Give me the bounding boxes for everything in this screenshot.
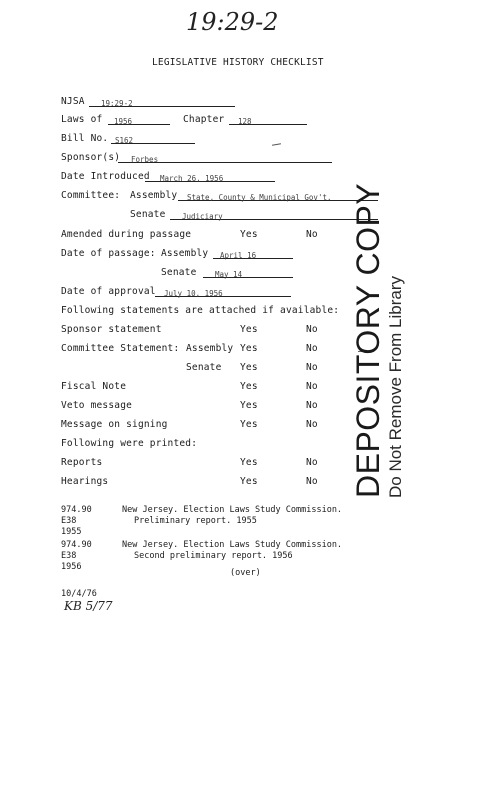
- committee-senate-label: Senate: [130, 209, 166, 220]
- fiscal-note-label: Fiscal Note: [61, 381, 127, 392]
- handwritten-statute-number: 19:29-2: [186, 8, 279, 36]
- reference-1-call-number: 974.90 E38 1955: [61, 505, 92, 537]
- reference-1-text: New Jersey. Election Laws Study Commission. Preliminary report. 1955: [122, 505, 343, 526]
- committee-assembly-label: Assembly: [130, 190, 178, 201]
- bill-no-value: S162: [115, 136, 134, 145]
- committee-statement-senate-label: Senate: [186, 362, 222, 373]
- laws-of-label: Laws of: [61, 114, 103, 125]
- committee-statement-label: Committee Statement:: [61, 343, 180, 354]
- veto-message-label: Veto message: [61, 400, 133, 411]
- committee-assembly-value: State, County & Municipal Gov't.: [187, 193, 332, 202]
- fiscal-note-yes: Yes: [240, 381, 258, 392]
- date-of-approval-label: Date of approval: [61, 286, 156, 297]
- printed-heading: Following were printed:: [61, 438, 198, 449]
- sponsor-value: Forbes: [131, 155, 159, 164]
- amended-label: Amended during passage: [61, 229, 192, 240]
- date-of-approval-value: July 10, 1956: [164, 289, 223, 298]
- committee-statement-assembly-label: Assembly: [186, 343, 234, 354]
- sponsor-statement-label: Sponsor statement: [61, 324, 162, 335]
- amended-no: No: [306, 229, 318, 240]
- footer-initials: KB 5/77: [64, 599, 113, 613]
- statements-heading: Following statements are attached if available:: [61, 305, 340, 316]
- sponsor-label: Sponsor(s): [61, 152, 121, 163]
- passage-senate-label: Senate: [161, 267, 197, 278]
- passage-senate-value: May 14: [215, 270, 243, 279]
- over-note: (over): [230, 568, 261, 578]
- message-on-signing-no: No: [306, 419, 318, 430]
- reports-label: Reports: [61, 457, 103, 468]
- date-of-passage-label: Date of passage:: [61, 248, 156, 259]
- reports-yes: Yes: [240, 457, 258, 468]
- committee-statement-assembly-no: No: [306, 343, 318, 354]
- passage-assembly-value: April 16: [220, 251, 257, 260]
- committee-senate-value: Judiciary: [182, 212, 223, 221]
- committee-statement-assembly-yes: Yes: [240, 343, 258, 354]
- laws-of-value: 1956: [114, 117, 133, 126]
- reports-no: No: [306, 457, 318, 468]
- njsa-label: NJSA: [61, 96, 85, 107]
- sponsor-statement-no: No: [306, 324, 318, 335]
- passage-assembly-label: Assembly: [161, 248, 209, 259]
- committee-statement-senate-no: No: [306, 362, 318, 373]
- veto-message-no: No: [306, 400, 318, 411]
- chapter-value: 128: [238, 117, 252, 126]
- bill-no-label: Bill No.: [61, 133, 109, 144]
- amended-yes: Yes: [240, 229, 258, 240]
- hearings-yes: Yes: [240, 476, 258, 487]
- depository-copy-stamp: [350, 183, 406, 498]
- reference-2-text: New Jersey. Election Laws Study Commission. Second preliminary report. 1956: [122, 540, 343, 561]
- hearings-no: No: [306, 476, 318, 487]
- page-title: LEGISLATIVE HISTORY CHECKLIST: [152, 57, 324, 68]
- njsa-value: 19:29-2: [101, 99, 133, 108]
- message-on-signing-yes: Yes: [240, 419, 258, 430]
- committee-label: Committee:: [61, 190, 121, 201]
- chapter-label: Chapter: [183, 114, 225, 125]
- date-introduced-label: Date Introduced: [61, 171, 150, 182]
- date-introduced-value: March 26, 1956: [160, 174, 224, 183]
- message-on-signing-label: Message on signing: [61, 419, 168, 430]
- reference-2-call-number: 974.90 E38 1956: [61, 540, 92, 572]
- fiscal-note-no: No: [306, 381, 318, 392]
- sponsor-statement-yes: Yes: [240, 324, 258, 335]
- hearings-label: Hearings: [61, 476, 109, 487]
- do-not-remove-text: Do Not Remove From Library: [386, 275, 405, 498]
- veto-message-yes: Yes: [240, 400, 258, 411]
- stray-mark: [272, 143, 281, 146]
- depository-copy-text: DEPOSITORY COPY: [350, 182, 386, 498]
- committee-statement-senate-yes: Yes: [240, 362, 258, 373]
- footer-date: 10/4/76: [61, 589, 97, 599]
